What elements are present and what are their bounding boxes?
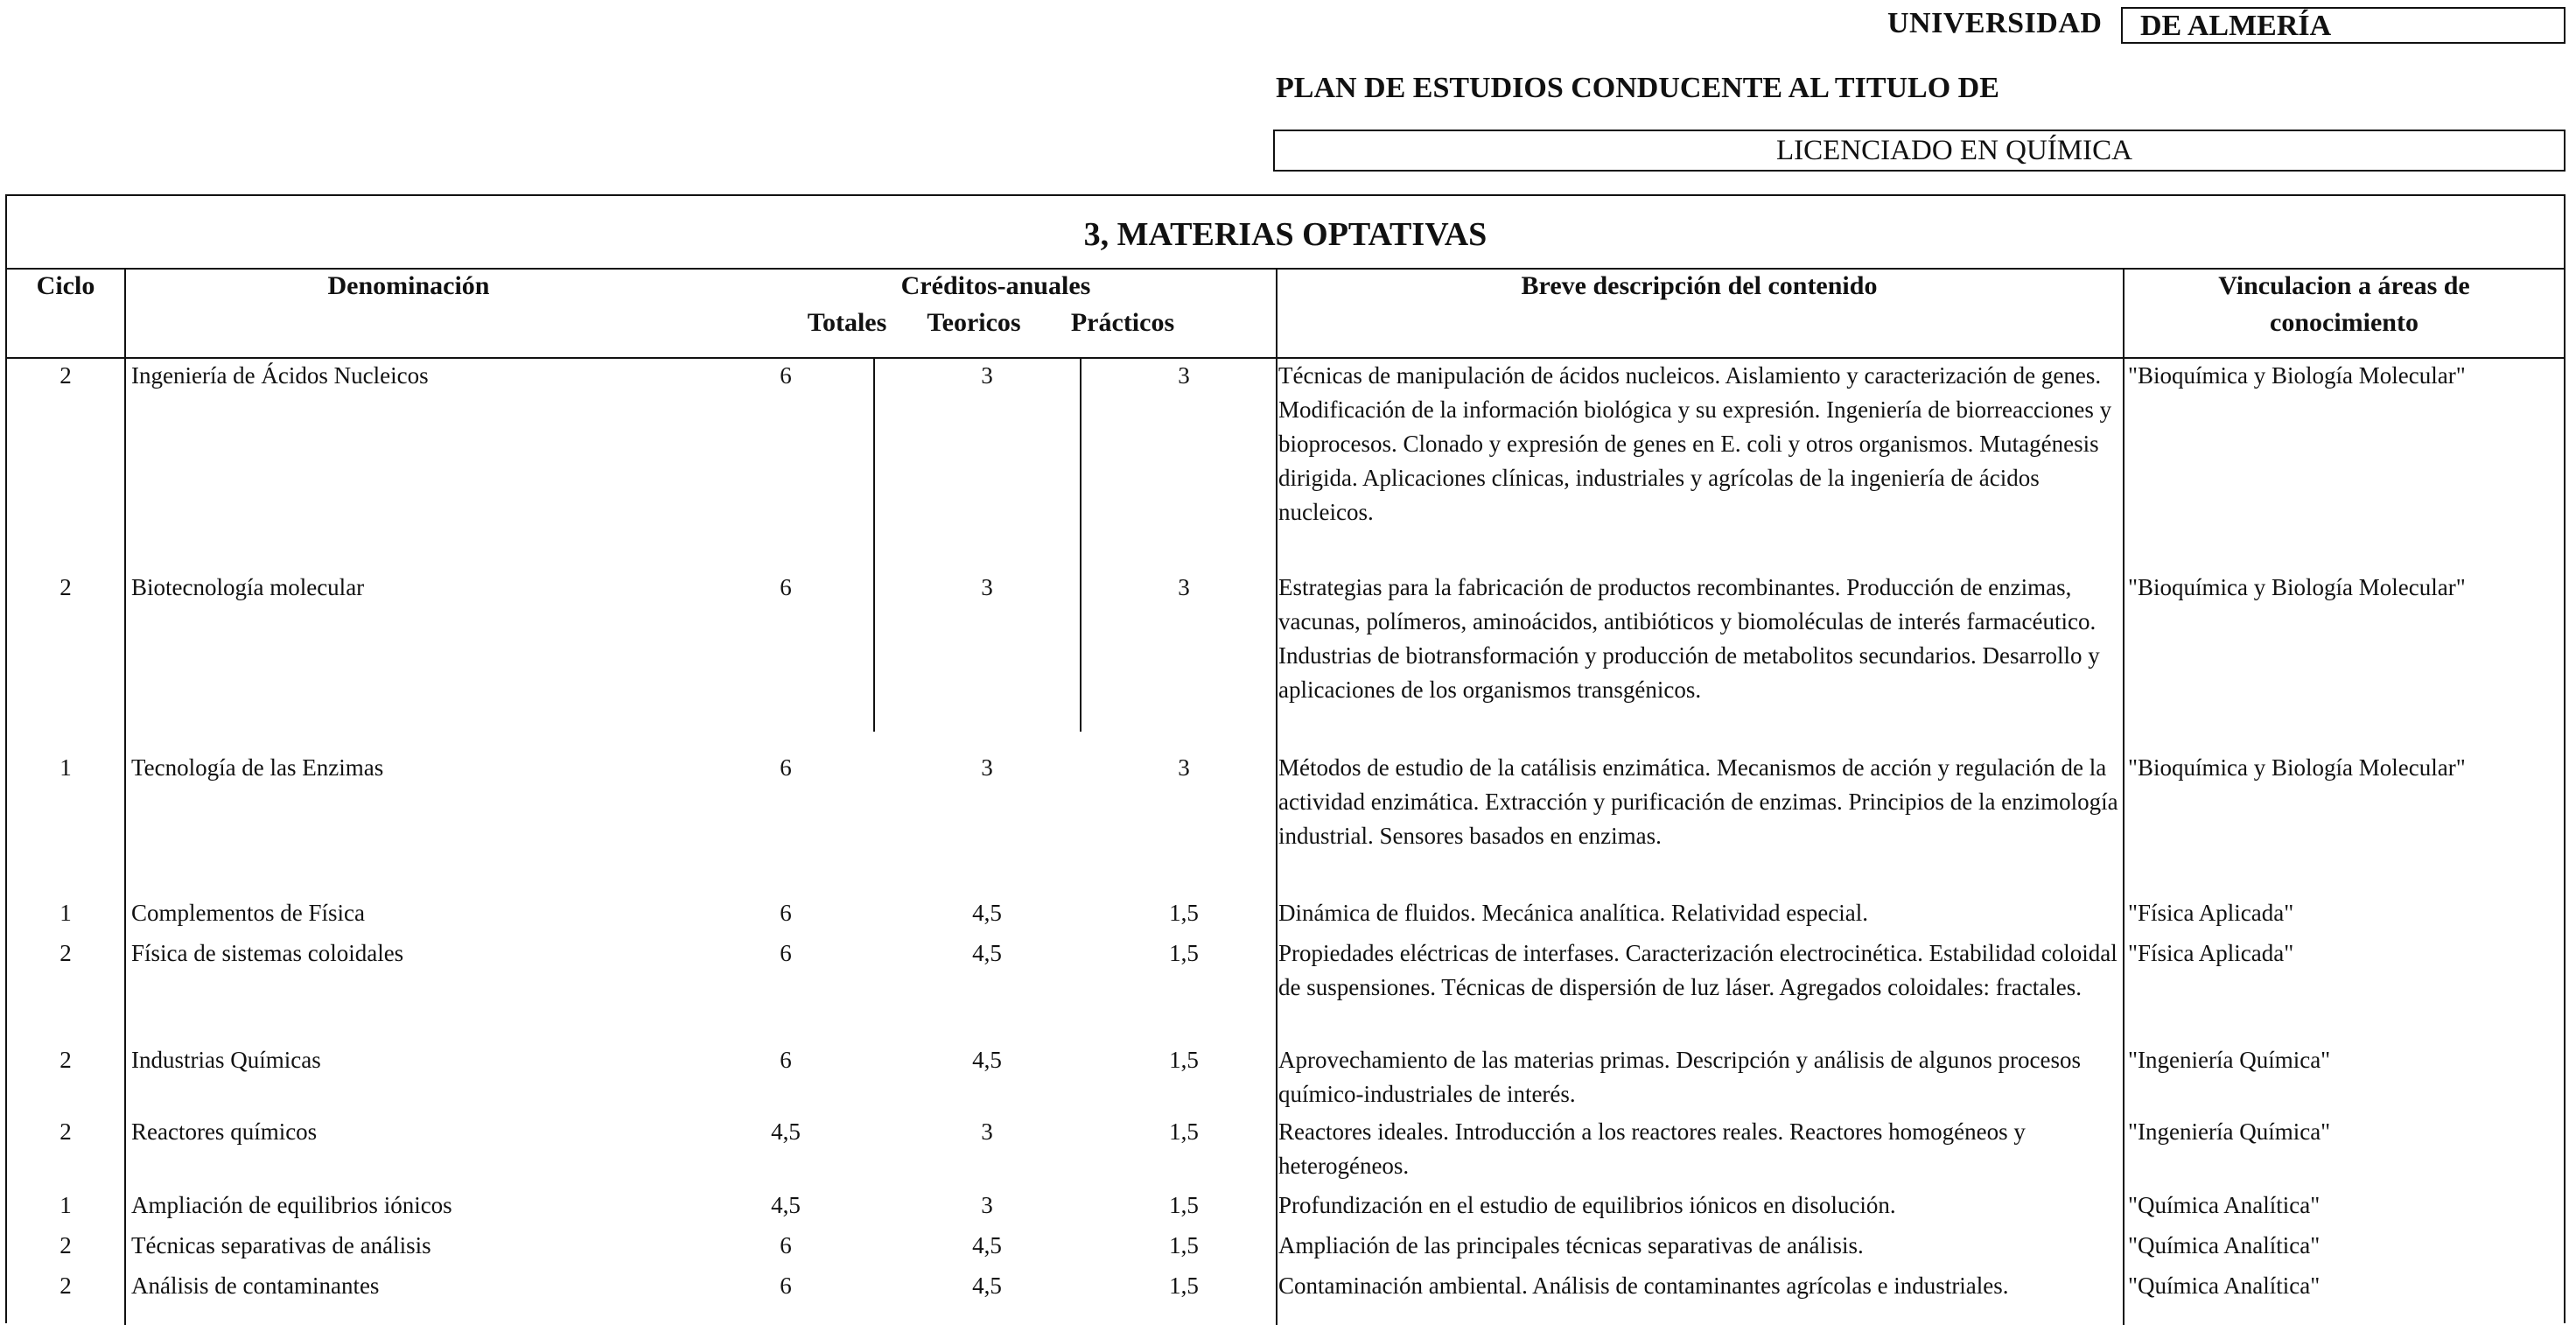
cell-descripcion: Ampliación de las principales técnicas separativas de análisis. xyxy=(1278,1232,1864,1258)
cell-ciclo: 2 xyxy=(60,1272,72,1299)
cell-denominacion: Biotecnología molecular xyxy=(131,574,365,600)
cell-totales: 6 xyxy=(780,1047,792,1073)
cell-practicos: 1,5 xyxy=(1169,1118,1199,1145)
cell-practicos: 3 xyxy=(1178,574,1190,600)
cell-practicos: 1,5 xyxy=(1169,1192,1199,1218)
cell-descripcion: Técnicas de manipulación de ácidos nucleicos. Aislamiento y caracterización de genes. Modificación de la información biológica y su expresión. Ingeniería de biorreacciones y bioprocesos. Clonado y expresión de genes en E. coli y otros organismos. Mutagénesis dirigida. Aplicaciones clínicas, industriales y agrícolas de la ingeniería de ácidos nucleicos. xyxy=(1278,362,2112,525)
col-header-denominacion: Denominación xyxy=(327,271,490,300)
cell-teoricos: 4,5 xyxy=(972,940,1002,966)
cell-vinculacion: "Química Analítica" xyxy=(2128,1272,2320,1299)
cell-ciclo: 2 xyxy=(60,1232,72,1258)
university-label: UNIVERSIDAD xyxy=(1887,7,2103,39)
cell-teoricos: 3 xyxy=(981,754,993,781)
cell-totales: 6 xyxy=(780,754,792,781)
cell-vinculacion: "Química Analítica" xyxy=(2128,1232,2320,1258)
cell-teoricos: 3 xyxy=(981,1192,993,1218)
cell-denominacion: Reactores químicos xyxy=(131,1118,318,1145)
cell-practicos: 1,5 xyxy=(1169,1232,1199,1258)
degree-title: LICENCIADO EN QUÍMICA xyxy=(1776,135,2132,166)
cell-teoricos: 3 xyxy=(981,362,993,389)
cell-ciclo: 1 xyxy=(60,754,72,781)
cell-teoricos: 4,5 xyxy=(972,1232,1002,1258)
cell-totales: 6 xyxy=(780,1272,792,1299)
cell-practicos: 1,5 xyxy=(1169,900,1199,926)
cell-vinculacion: "Física Aplicada" xyxy=(2128,900,2294,926)
cell-teoricos: 4,5 xyxy=(972,900,1002,926)
cell-descripcion: Reactores ideales. Introducción a los reactores reales. Reactores homogéneos y heterogéneos. xyxy=(1278,1118,2026,1179)
cell-vinculacion: "Ingeniería Química" xyxy=(2128,1118,2331,1145)
cell-ciclo: 2 xyxy=(60,1118,72,1145)
cell-ciclo: 2 xyxy=(60,940,72,966)
cell-totales: 6 xyxy=(780,940,792,966)
col-header-ciclo: Ciclo xyxy=(36,271,95,300)
cell-teoricos: 3 xyxy=(981,574,993,600)
cell-vinculacion: "Bioquímica y Biología Molecular" xyxy=(2128,362,2466,389)
cell-denominacion: Ingeniería de Ácidos Nucleicos xyxy=(131,362,429,389)
cell-descripcion: Propiedades eléctricas de interfases. Caracterización electrocinética. Estabilidad coloidal de suspensiones. Técnicas de dispersión de luz láser. Agregados coloidales: fractales. xyxy=(1278,940,2118,1000)
cell-vinculacion: "Bioquímica y Biología Molecular" xyxy=(2128,574,2466,600)
optional-subjects-table xyxy=(5,194,2566,1323)
col-header-teoricos: Teoricos xyxy=(927,308,1021,337)
cell-totales: 6 xyxy=(780,574,792,600)
col-header-practicos: Prácticos xyxy=(1070,308,1175,337)
cell-vinculacion: "Bioquímica y Biología Molecular" xyxy=(2128,754,2466,781)
cell-practicos: 1,5 xyxy=(1169,1047,1199,1073)
col-header-totales: Totales xyxy=(807,308,887,337)
title-divider xyxy=(7,268,2564,270)
cell-totales: 6 xyxy=(780,362,792,389)
section-title: 3, MATERIAS OPTATIVAS xyxy=(1083,216,1488,253)
cell-descripcion: Métodos de estudio de la catálisis enzimática. Mecanismos de acción y regulación de la actividad enzimática. Extracción y purificación de enzimas. Principios de la enzimología industrial. Sensores basados en enzimas. xyxy=(1278,754,2118,849)
cell-teoricos: 4,5 xyxy=(972,1047,1002,1073)
degree-box xyxy=(1273,130,2566,172)
col-header-creditos: Créditos-anuales xyxy=(900,271,1091,300)
cell-denominacion: Técnicas separativas de análisis xyxy=(131,1232,431,1258)
cell-practicos: 1,5 xyxy=(1169,1272,1199,1299)
cell-practicos: 3 xyxy=(1178,754,1190,781)
cell-totales: 4,5 xyxy=(771,1192,801,1218)
col-header-vinculacion-2: conocimiento xyxy=(2270,308,2418,337)
col-divider xyxy=(1276,268,1278,1325)
cell-ciclo: 1 xyxy=(60,900,72,926)
cell-vinculacion: "Física Aplicada" xyxy=(2128,940,2294,966)
cell-denominacion: Industrias Químicas xyxy=(131,1047,321,1073)
cell-totales: 6 xyxy=(780,900,792,926)
cell-teoricos: 4,5 xyxy=(972,1272,1002,1299)
cell-descripcion: Aprovechamiento de las materias primas. Descripción y análisis de algunos procesos químico-industriales de interés. xyxy=(1278,1047,2081,1107)
plan-label: PLAN DE ESTUDIOS CONDUCENTE AL TITULO DE xyxy=(1276,72,1999,104)
cell-practicos: 1,5 xyxy=(1169,940,1199,966)
cell-denominacion: Tecnología de las Enzimas xyxy=(131,754,384,781)
cell-denominacion: Física de sistemas coloidales xyxy=(131,940,404,966)
col-divider xyxy=(124,268,126,1325)
cell-totales: 4,5 xyxy=(771,1118,801,1145)
cell-totales: 6 xyxy=(780,1232,792,1258)
cell-ciclo: 2 xyxy=(60,574,72,600)
cell-practicos: 3 xyxy=(1178,362,1190,389)
cell-vinculacion: "Química Analítica" xyxy=(2128,1192,2320,1218)
col-divider xyxy=(1080,357,1082,732)
cell-descripcion: Estrategias para la fabricación de productos recombinantes. Producción de enzimas, vacunas, polímeros, aminoácidos, antibióticos y biomoléculas de interés farmacéutico. Industrias de biotransformación y producción de metabolitos secundarios. Desarrollo y aplicaciones de los organismos transgénicos. xyxy=(1278,574,2100,703)
cell-descripcion: Profundización en el estudio de equilibrios iónicos en disolución. xyxy=(1278,1192,1896,1218)
cell-denominacion: Ampliación de equilibrios iónicos xyxy=(131,1192,452,1218)
col-divider xyxy=(873,357,875,732)
cell-vinculacion: "Ingeniería Química" xyxy=(2128,1047,2331,1073)
cell-ciclo: 2 xyxy=(60,362,72,389)
cell-descripcion: Contaminación ambiental. Análisis de contaminantes agrícolas e industriales. xyxy=(1278,1272,2009,1299)
cell-ciclo: 2 xyxy=(60,1047,72,1073)
cell-descripcion: Dinámica de fluidos. Mecánica analítica. Relatividad especial. xyxy=(1278,900,1868,926)
cell-teoricos: 3 xyxy=(981,1118,993,1145)
cell-denominacion: Complementos de Física xyxy=(131,900,365,926)
col-header-descripcion: Breve descripción del contenido xyxy=(1521,271,1878,300)
university-name-box: DE ALMERÍA xyxy=(2121,7,2566,44)
cell-ciclo: 1 xyxy=(60,1192,72,1218)
col-divider xyxy=(2123,268,2124,1325)
col-header-vinculacion: Vinculacion a áreas de xyxy=(2218,271,2470,300)
cell-denominacion: Análisis de contaminantes xyxy=(131,1272,380,1299)
